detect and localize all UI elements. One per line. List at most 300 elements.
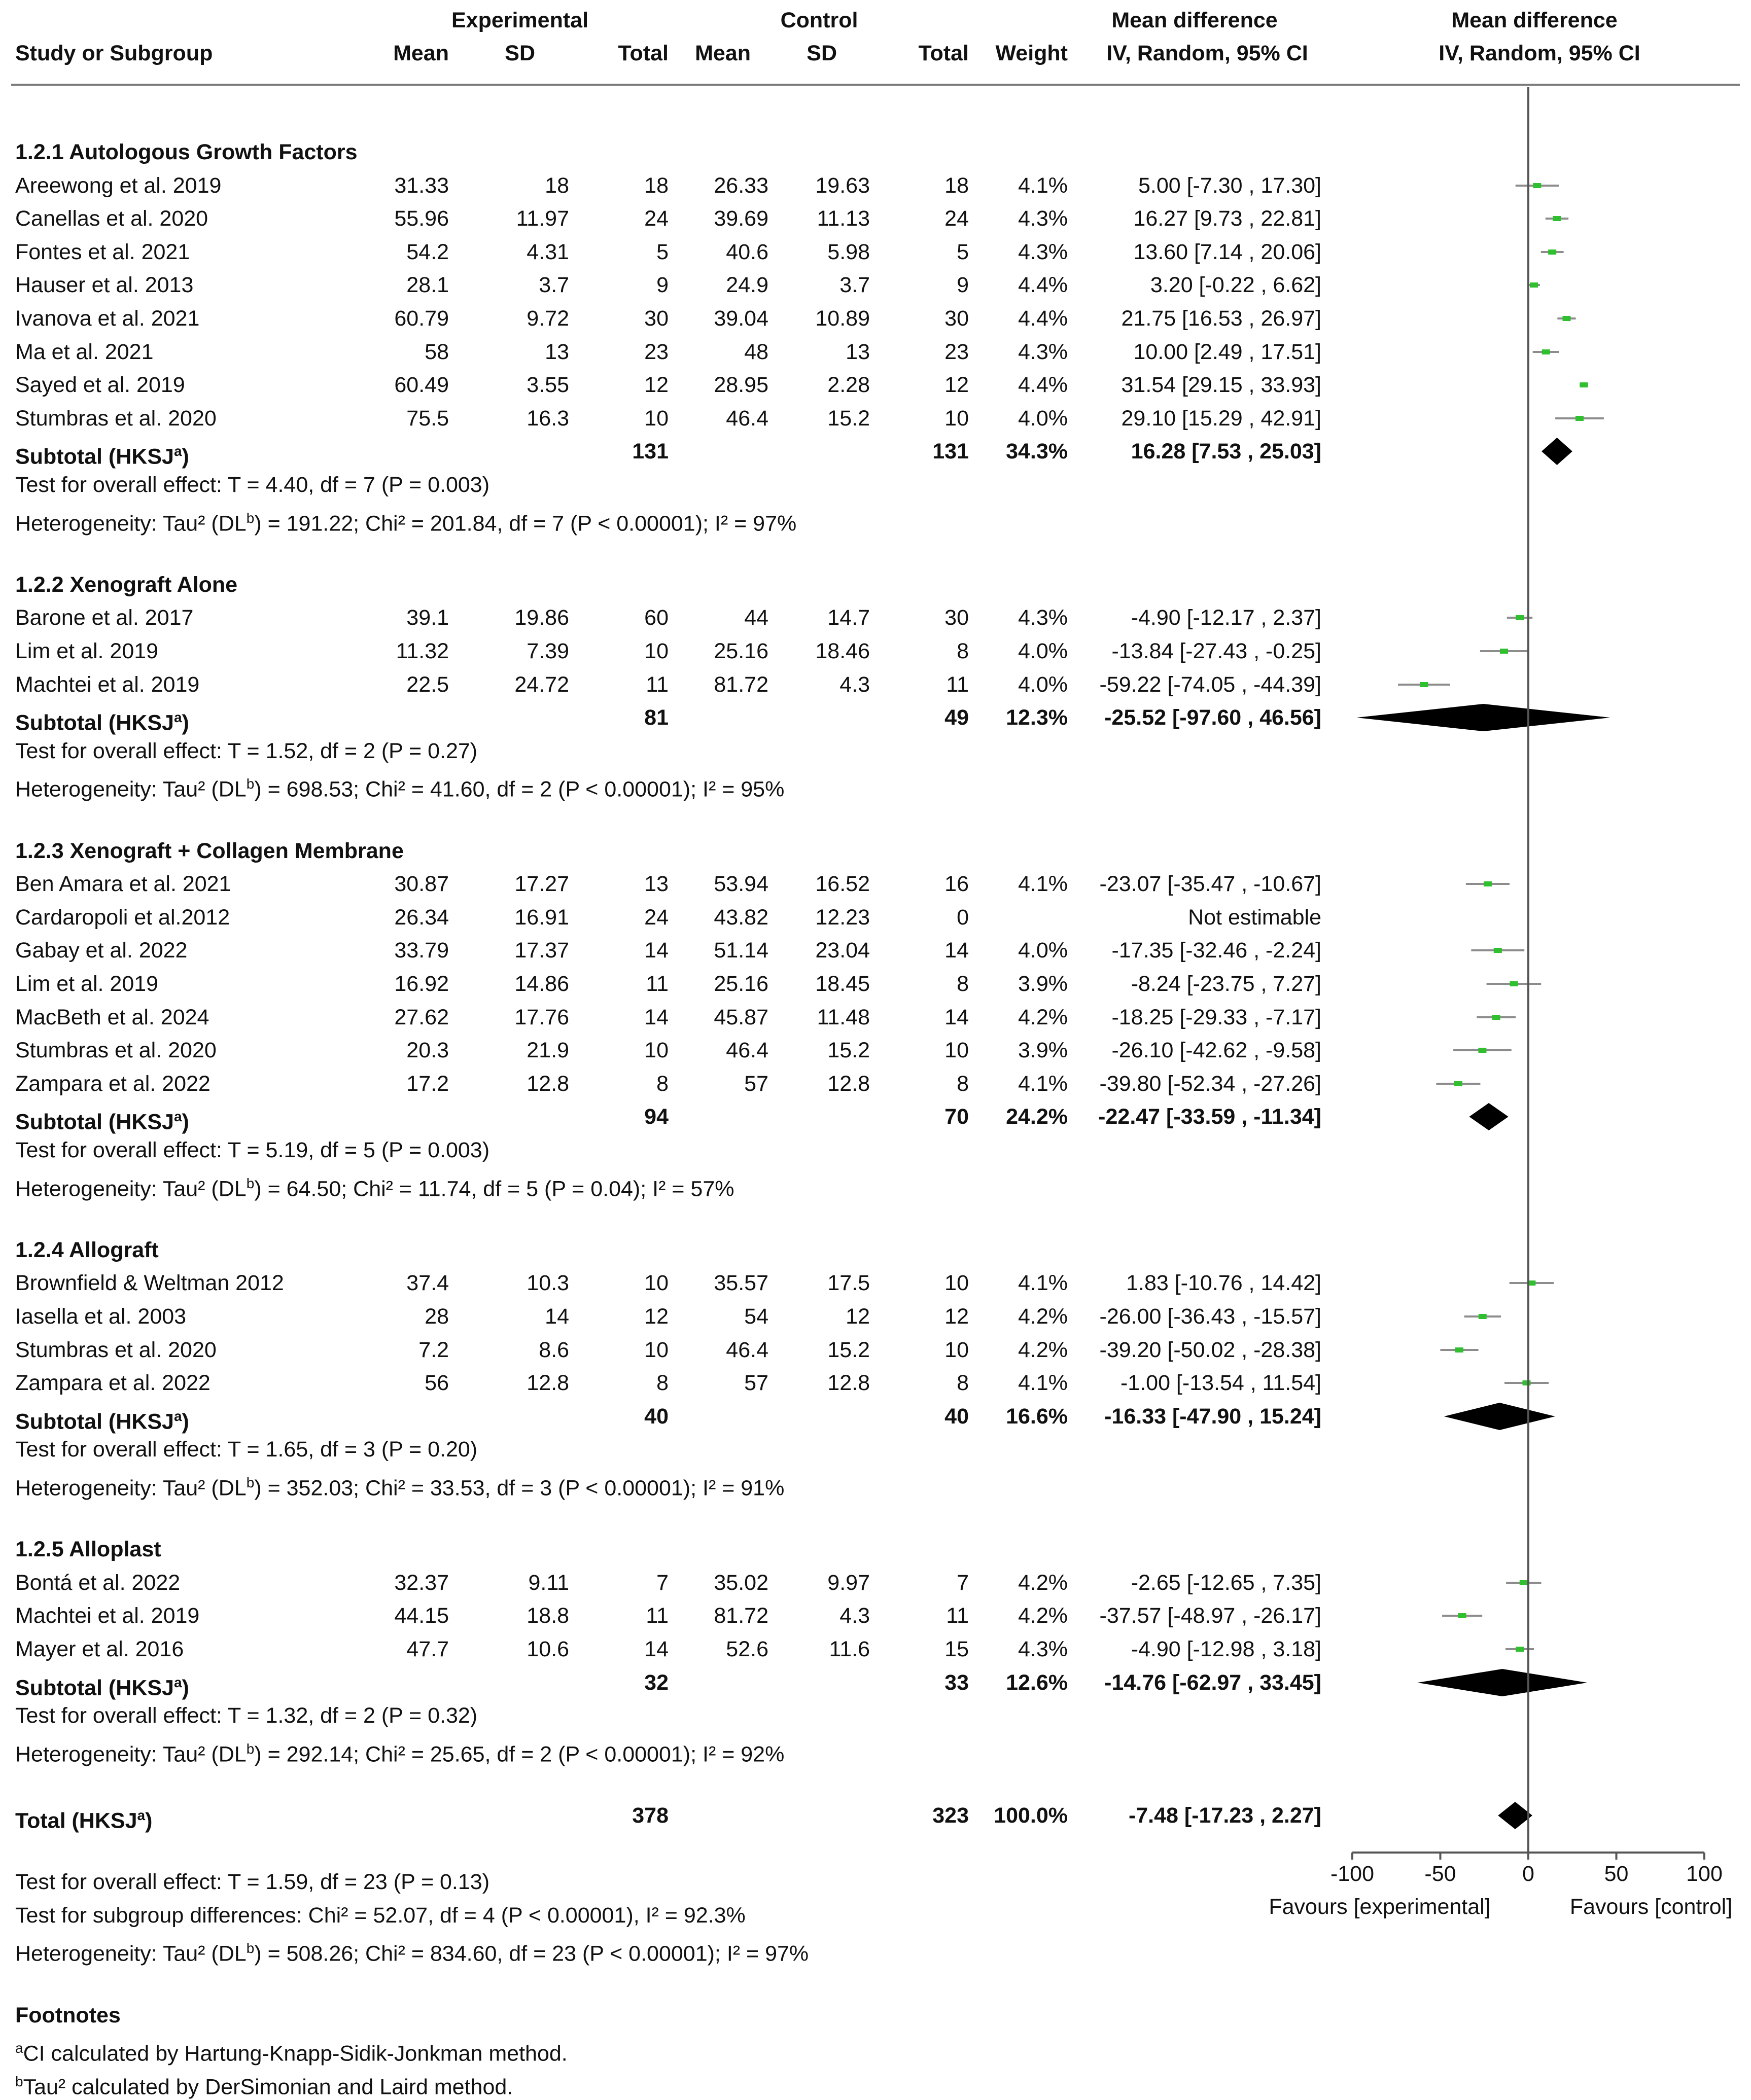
- study-exp-mean: 27.62: [0, 1004, 449, 1030]
- study-exp-mean: 20.3: [0, 1037, 449, 1063]
- overall-effect-test: Test for overall effect: T = 1.52, df = 2 (P = 0.27): [15, 738, 477, 764]
- study-exp-mean: 16.92: [0, 971, 449, 997]
- study-exp-mean: 37.4: [0, 1270, 449, 1296]
- study-exp-sd: 3.7: [113, 272, 569, 298]
- subgroup-title: 1.2.1 Autologous Growth Factors: [15, 139, 358, 165]
- study-ci: -59.22 [-74.05 , -44.39]: [865, 671, 1321, 698]
- study-weight: 4.2%: [611, 1303, 1068, 1330]
- study-ci: -18.25 [-29.33 , -7.17]: [865, 1004, 1321, 1030]
- study-ctl-total: 30: [512, 305, 969, 332]
- study-point: [1479, 1314, 1487, 1319]
- study-ctl-total: 16: [512, 871, 969, 897]
- study-name: Machtei et al. 2019: [15, 1603, 199, 1629]
- study-ctl-sd: 23.04: [413, 937, 870, 964]
- study-weight: 4.3%: [611, 205, 1068, 232]
- study-ctl-total: 11: [512, 1603, 969, 1629]
- subtotal-label: Subtotal (HKSJ$^a$): [15, 1403, 189, 1435]
- study-name: Cardaropoli et al.2012: [15, 904, 230, 931]
- overall-effect-test: Test for overall effect: T = 5.19, df = 5 (P = 0.003): [15, 1137, 489, 1163]
- study-ctl-total: 9: [512, 272, 969, 298]
- subtotal-ci: -14.76 [-62.97 , 33.45]: [865, 1669, 1321, 1696]
- study-ci: Not estimable: [865, 904, 1321, 931]
- study-ctl-sd: 11.13: [413, 205, 870, 232]
- study-weight: 4.3%: [611, 239, 1068, 265]
- study-name: Brownfield & Weltman 2012: [15, 1270, 284, 1296]
- study-weight: 4.3%: [611, 604, 1068, 631]
- study-exp-mean: 17.2: [0, 1071, 449, 1097]
- study-exp-sd: 10.3: [113, 1270, 569, 1296]
- study-exp-sd: 8.6: [113, 1337, 569, 1363]
- study-ctl-total: 11: [512, 671, 969, 698]
- subtotal-exp-total: 81: [212, 704, 669, 731]
- study-ctl-total: 24: [512, 205, 969, 232]
- header-e-total: Total: [212, 40, 669, 66]
- study-name: Sayed et al. 2019: [15, 372, 185, 398]
- subtotal-label: Subtotal (HKSJ$^a$): [15, 438, 189, 470]
- study-ctl-mean: 40.6: [312, 239, 768, 265]
- header-e-mean: Mean: [0, 40, 449, 66]
- study-exp-sd: 4.31: [113, 239, 569, 265]
- total-label: Total (HKSJ$^a$): [15, 1802, 152, 1834]
- study-exp-total: 60: [212, 604, 669, 631]
- study-weight: 4.0%: [611, 671, 1068, 698]
- study-ctl-total: 18: [512, 172, 969, 199]
- study-ctl-total: 14: [512, 1004, 969, 1030]
- subgroup-title: 1.2.4 Allograft: [15, 1237, 159, 1263]
- subtotal-ci: 16.28 [7.53 , 25.03]: [865, 438, 1321, 465]
- subtotal-ci: -22.47 [-33.59 , -11.34]: [865, 1104, 1321, 1130]
- header-c-mean: Mean: [294, 40, 751, 66]
- subtotal-ctl-total: 70: [512, 1104, 969, 1130]
- study-ctl-mean: 81.72: [312, 1603, 768, 1629]
- study-exp-sd: 16.3: [113, 405, 569, 432]
- study-ci: -8.24 [-23.75 , 7.27]: [865, 971, 1321, 997]
- study-point: [1523, 1380, 1531, 1385]
- study-exp-sd: 14: [113, 1303, 569, 1330]
- total-diamond: [1498, 1802, 1532, 1829]
- study-ci: 10.00 [2.49 , 17.51]: [865, 339, 1321, 365]
- header-md-plot: Mean difference: [1306, 7, 1751, 33]
- study-ctl-total: 10: [512, 405, 969, 432]
- study-ctl-mean: 35.02: [312, 1570, 768, 1596]
- study-exp-mean: 60.49: [0, 372, 449, 398]
- study-ctl-sd: 15.2: [413, 1037, 870, 1063]
- subtotal-diamond: [1469, 1103, 1508, 1130]
- study-weight: 4.1%: [611, 1270, 1068, 1296]
- header-md-table: Mean difference: [966, 7, 1423, 33]
- study-ctl-mean: 44: [312, 604, 768, 631]
- study-point: [1492, 1015, 1500, 1020]
- study-exp-total: 10: [212, 1270, 669, 1296]
- study-name: Iasella et al. 2003: [15, 1303, 186, 1330]
- study-name: Ma et al. 2021: [15, 339, 154, 365]
- study-point: [1420, 682, 1428, 687]
- study-ctl-mean: 48: [312, 339, 768, 365]
- study-weight: 4.3%: [611, 1636, 1068, 1662]
- subtotal-ci: -16.33 [-47.90 , 15.24]: [865, 1403, 1321, 1430]
- study-exp-sd: 18.8: [113, 1603, 569, 1629]
- subtotal-weight: 24.2%: [611, 1104, 1068, 1130]
- study-ctl-total: 0: [512, 904, 969, 931]
- favours-control-label: Favours [control]: [1423, 1894, 1751, 1920]
- subtotal-weight: 12.6%: [611, 1669, 1068, 1696]
- subtotal-exp-total: 32: [212, 1669, 669, 1696]
- study-name: Fontes et al. 2021: [15, 239, 190, 265]
- study-ctl-sd: 10.89: [413, 305, 870, 332]
- study-ctl-sd: 16.52: [413, 871, 870, 897]
- study-ctl-mean: 35.57: [312, 1270, 768, 1296]
- study-exp-sd: 19.86: [113, 604, 569, 631]
- study-exp-total: 9: [212, 272, 669, 298]
- header-method: IV, Random, 95% CI: [979, 40, 1435, 66]
- study-weight: 4.4%: [611, 372, 1068, 398]
- study-point: [1516, 1647, 1524, 1652]
- x-axis-tick-label: 50: [1388, 1861, 1751, 1887]
- study-exp-total: 10: [212, 405, 669, 432]
- header-control: Control: [591, 7, 1047, 33]
- header-study: Study or Subgroup: [15, 40, 213, 66]
- study-exp-sd: 14.86: [113, 971, 569, 997]
- subtotal-exp-total: 131: [212, 438, 669, 465]
- study-point: [1500, 649, 1508, 654]
- study-ctl-sd: 3.7: [413, 272, 870, 298]
- study-exp-total: 10: [212, 1037, 669, 1063]
- study-exp-mean: 26.34: [0, 904, 449, 931]
- study-exp-total: 10: [212, 638, 669, 664]
- x-axis-tick-label: -100: [1124, 1861, 1581, 1887]
- study-exp-total: 5: [212, 239, 669, 265]
- study-exp-total: 14: [212, 1004, 669, 1030]
- study-ci: -26.10 [-42.62 , -9.58]: [865, 1037, 1321, 1063]
- heterogeneity: Heterogeneity: Tau² $(DL^b) = 191.22$; Chi² = 201.84, df = 7 (P < 0.00001); I² = 97%: [15, 505, 796, 537]
- study-exp-total: 30: [212, 305, 669, 332]
- header-e-sd: SD: [79, 40, 535, 66]
- study-ctl-total: 10: [512, 1270, 969, 1296]
- study-ctl-sd: 2.28: [413, 372, 870, 398]
- study-exp-sd: 9.72: [113, 305, 569, 332]
- study-ctl-sd: 4.3: [413, 671, 870, 698]
- study-weight: 4.1%: [611, 172, 1068, 199]
- study-ctl-sd: 12: [413, 1303, 870, 1330]
- study-exp-sd: 16.91: [113, 904, 569, 931]
- study-exp-total: 14: [212, 937, 669, 964]
- header-rule: [11, 84, 1740, 86]
- overall-effect-test: Test for overall effect: T = 1.32, df = 2 (P = 0.32): [15, 1702, 477, 1729]
- study-exp-total: 8: [212, 1370, 669, 1396]
- subtotal-diamond: [1417, 1669, 1587, 1696]
- study-point: [1510, 981, 1518, 986]
- overall-effect-test: Test for overall effect: T = 4.40, df = 7 (P = 0.003): [15, 472, 489, 498]
- study-point: [1458, 1613, 1466, 1618]
- study-ctl-sd: 12.23: [413, 904, 870, 931]
- study-ci: 1.83 [-10.76 , 14.42]: [865, 1270, 1321, 1296]
- subtotal-exp-total: 40: [212, 1403, 669, 1430]
- heterogeneity: Heterogeneity: Tau² $(DL^b) = 352.03$; Chi² = 33.53, df = 3 (P < 0.00001); I² = 91%: [15, 1470, 784, 1501]
- subgroup-title: 1.2.3 Xenograft + Collagen Membrane: [15, 838, 404, 864]
- study-exp-sd: 17.27: [113, 871, 569, 897]
- study-ctl-sd: 9.97: [413, 1570, 870, 1596]
- study-exp-total: 12: [212, 1303, 669, 1330]
- subtotal-diamond: [1542, 438, 1572, 465]
- total-weight: 100.0%: [611, 1802, 1068, 1829]
- study-ctl-mean: 46.4: [312, 1337, 768, 1363]
- study-ctl-sd: 5.98: [413, 239, 870, 265]
- study-point: [1530, 282, 1538, 288]
- study-exp-sd: 17.37: [113, 937, 569, 964]
- study-ci: -1.00 [-13.54 , 11.54]: [865, 1370, 1321, 1396]
- study-point: [1478, 1048, 1486, 1053]
- study-point: [1533, 183, 1541, 188]
- study-exp-sd: 11.97: [113, 205, 569, 232]
- overall-test: Test for overall effect: T = 1.59, df = 23 (P = 0.13): [15, 1869, 489, 1895]
- study-ctl-total: 7: [512, 1570, 969, 1596]
- study-exp-mean: 33.79: [0, 937, 449, 964]
- study-point: [1520, 1580, 1528, 1585]
- study-ci: -37.57 [-48.97 , -26.17]: [865, 1603, 1321, 1629]
- study-ctl-sd: 18.46: [413, 638, 870, 664]
- study-ctl-total: 12: [512, 372, 969, 398]
- study-ctl-total: 14: [512, 937, 969, 964]
- study-name: Zampara et al. 2022: [15, 1071, 211, 1097]
- subgroup-title: 1.2.2 Xenograft Alone: [15, 572, 237, 598]
- study-exp-mean: 30.87: [0, 871, 449, 897]
- study-name: Stumbras et al. 2020: [15, 1337, 217, 1363]
- study-ci: -4.90 [-12.98 , 3.18]: [865, 1636, 1321, 1662]
- study-exp-total: 13: [212, 871, 669, 897]
- study-exp-mean: 11.32: [0, 638, 449, 664]
- subtotal-diamond: [1356, 704, 1610, 731]
- study-ctl-sd: 15.2: [413, 405, 870, 432]
- study-ci: -2.65 [-12.65 , 7.35]: [865, 1570, 1321, 1596]
- study-ci: -23.07 [-35.47 , -10.67]: [865, 871, 1321, 897]
- study-ctl-total: 10: [512, 1037, 969, 1063]
- study-weight: 4.3%: [611, 339, 1068, 365]
- subgroup-title: 1.2.5 Alloplast: [15, 1536, 161, 1562]
- heterogeneity: Heterogeneity: Tau² $(DL^b) = 64.50$; Chi² = 11.74, df = 5 (P = 0.04); I² = 57%: [15, 1170, 734, 1202]
- heterogeneity: Heterogeneity: Tau² $(DL^b) = 292.14$; Chi² = 25.65, df = 2 (P < 0.00001); I² = 92%: [15, 1736, 784, 1767]
- study-point: [1580, 382, 1588, 387]
- study-name: Lim et al. 2019: [15, 638, 158, 664]
- study-ctl-mean: 24.9: [312, 272, 768, 298]
- subtotal-weight: 16.6%: [611, 1403, 1068, 1430]
- study-exp-mean: 31.33: [0, 172, 449, 199]
- favours-experimental-label: Favours [experimental]: [1151, 1894, 1608, 1920]
- study-ctl-sd: 17.5: [413, 1270, 870, 1296]
- study-weight: 4.2%: [611, 1337, 1068, 1363]
- subtotal-ctl-total: 49: [512, 704, 969, 731]
- study-exp-mean: 75.5: [0, 405, 449, 432]
- study-exp-sd: 17.76: [113, 1004, 569, 1030]
- study-point: [1516, 615, 1524, 620]
- study-weight: 4.4%: [611, 305, 1068, 332]
- study-exp-total: 8: [212, 1071, 669, 1097]
- overall-effect-test: Test for overall effect: T = 1.65, df = 3 (P = 0.20): [15, 1436, 477, 1463]
- study-ctl-mean: 25.16: [312, 638, 768, 664]
- study-ci: 3.20 [-0.22 , 6.62]: [865, 272, 1321, 298]
- study-point: [1455, 1347, 1463, 1352]
- study-ctl-sd: 11.6: [413, 1636, 870, 1662]
- study-ctl-mean: 57: [312, 1071, 768, 1097]
- study-ci: -39.20 [-50.02 , -28.38]: [865, 1337, 1321, 1363]
- study-point: [1553, 216, 1561, 221]
- study-ci: -17.35 [-32.46 , -2.24]: [865, 937, 1321, 964]
- study-exp-sd: 13: [113, 339, 569, 365]
- study-point: [1562, 316, 1570, 321]
- study-ctl-sd: 15.2: [413, 1337, 870, 1363]
- study-weight: 4.1%: [611, 1370, 1068, 1396]
- study-point: [1494, 948, 1502, 953]
- study-ctl-total: 12: [512, 1303, 969, 1330]
- study-weight: 3.9%: [611, 971, 1068, 997]
- study-weight: 4.0%: [611, 638, 1068, 664]
- study-ctl-total: 15: [512, 1636, 969, 1662]
- study-ctl-total: 8: [512, 1071, 969, 1097]
- study-weight: 4.1%: [611, 1071, 1068, 1097]
- study-exp-mean: 44.15: [0, 1603, 449, 1629]
- study-exp-total: 11: [212, 671, 669, 698]
- study-name: Machtei et al. 2019: [15, 671, 199, 698]
- study-exp-sd: 21.9: [113, 1037, 569, 1063]
- study-ctl-total: 8: [512, 638, 969, 664]
- study-ctl-mean: 26.33: [312, 172, 768, 199]
- study-name: Hauser et al. 2013: [15, 272, 193, 298]
- study-exp-sd: 12.8: [113, 1071, 569, 1097]
- study-exp-sd: 12.8: [113, 1370, 569, 1396]
- footnotes-title: Footnotes: [15, 2002, 121, 2028]
- study-point: [1484, 881, 1492, 886]
- heterogeneity: Heterogeneity: Tau² $(DL^b) = 698.53$; Chi² = 41.60, df = 2 (P < 0.00001); I² = 95%: [15, 771, 784, 802]
- study-exp-total: 12: [212, 372, 669, 398]
- study-ci: -26.00 [-36.43 , -15.57]: [865, 1303, 1321, 1330]
- study-weight: 3.9%: [611, 1037, 1068, 1063]
- study-ctl-total: 10: [512, 1337, 969, 1363]
- study-ctl-sd: 12.8: [413, 1370, 870, 1396]
- x-axis-tick-label: 0: [1300, 1861, 1751, 1887]
- study-name: Stumbras et al. 2020: [15, 1037, 217, 1063]
- header-method-plot: IV, Random, 95% CI: [1311, 40, 1751, 66]
- study-exp-mean: 39.1: [0, 604, 449, 631]
- study-ctl-sd: 14.7: [413, 604, 870, 631]
- study-exp-total: 23: [212, 339, 669, 365]
- footnote-b: $^b$Tau² calculated by DerSimonian and Laird method.: [15, 2069, 513, 2100]
- study-ctl-total: 8: [512, 971, 969, 997]
- study-ctl-mean: 52.6: [312, 1636, 768, 1662]
- subtotal-label: Subtotal (HKSJ$^a$): [15, 1669, 189, 1701]
- study-point: [1454, 1081, 1462, 1086]
- study-weight: 4.0%: [611, 405, 1068, 432]
- study-ctl-mean: 54: [312, 1303, 768, 1330]
- header-weight: Weight: [611, 40, 1068, 66]
- study-exp-total: 24: [212, 205, 669, 232]
- study-exp-total: 10: [212, 1337, 669, 1363]
- study-name: Ivanova et al. 2021: [15, 305, 199, 332]
- study-ci: -4.90 [-12.17 , 2.37]: [865, 604, 1321, 631]
- total-exp-total: 378: [212, 1802, 669, 1829]
- study-exp-mean: 7.2: [0, 1337, 449, 1363]
- total-ci: -7.48 [-17.23 , 2.27]: [865, 1802, 1321, 1829]
- subtotal-label: Subtotal (HKSJ$^a$): [15, 1104, 189, 1135]
- study-exp-sd: 7.39: [113, 638, 569, 664]
- x-axis-tick-label: 100: [1476, 1861, 1751, 1887]
- study-name: Canellas et al. 2020: [15, 205, 208, 232]
- study-ctl-sd: 19.63: [413, 172, 870, 199]
- header-c-total: Total: [512, 40, 969, 66]
- study-exp-mean: 58: [0, 339, 449, 365]
- study-weight: 4.0%: [611, 937, 1068, 964]
- study-ci: 29.10 [15.29 , 42.91]: [865, 405, 1321, 432]
- study-ctl-sd: 12.8: [413, 1071, 870, 1097]
- study-ctl-mean: 25.16: [312, 971, 768, 997]
- header-c-sd: SD: [380, 40, 837, 66]
- study-exp-mean: 28.1: [0, 272, 449, 298]
- subgroup-differences: Test for subgroup differences: Chi² = 52.07, df = 4 (P < 0.00001), I² = 92.3%: [15, 1902, 746, 1929]
- study-exp-mean: 32.37: [0, 1570, 449, 1596]
- study-exp-mean: 55.96: [0, 205, 449, 232]
- study-point: [1542, 349, 1550, 354]
- study-exp-mean: 60.79: [0, 305, 449, 332]
- study-ctl-total: 5: [512, 239, 969, 265]
- study-ctl-mean: 53.94: [312, 871, 768, 897]
- study-weight: 4.4%: [611, 272, 1068, 298]
- study-exp-sd: 9.11: [113, 1570, 569, 1596]
- study-ctl-mean: 39.04: [312, 305, 768, 332]
- study-exp-sd: 24.72: [113, 671, 569, 698]
- header-experimental: Experimental: [292, 7, 748, 33]
- study-ci: 21.75 [16.53 , 26.97]: [865, 305, 1321, 332]
- subtotal-weight: 34.3%: [611, 438, 1068, 465]
- study-name: Bontá et al. 2022: [15, 1570, 180, 1596]
- study-exp-mean: 47.7: [0, 1636, 449, 1662]
- study-ctl-mean: 43.82: [312, 904, 768, 931]
- study-point: [1575, 416, 1584, 421]
- study-ctl-mean: 46.4: [312, 405, 768, 432]
- study-ctl-mean: 46.4: [312, 1037, 768, 1063]
- study-exp-total: 18: [212, 172, 669, 199]
- study-ctl-mean: 81.72: [312, 671, 768, 698]
- study-name: Lim et al. 2019: [15, 971, 158, 997]
- study-ci: 31.54 [29.15 , 33.93]: [865, 372, 1321, 398]
- study-ctl-total: 23: [512, 339, 969, 365]
- study-name: Barone et al. 2017: [15, 604, 193, 631]
- study-exp-total: 11: [212, 1603, 669, 1629]
- study-weight: 4.2%: [611, 1603, 1068, 1629]
- study-exp-mean: 28: [0, 1303, 449, 1330]
- study-ctl-sd: 13: [413, 339, 870, 365]
- subtotal-ci: -25.52 [-97.60 , 46.56]: [865, 704, 1321, 731]
- study-ci: -13.84 [-27.43 , -0.25]: [865, 638, 1321, 664]
- study-point: [1548, 250, 1556, 255]
- x-axis-tick-label: -50: [1212, 1861, 1669, 1887]
- study-weight: 4.2%: [611, 1570, 1068, 1596]
- subtotal-ctl-total: 40: [512, 1403, 969, 1430]
- study-exp-total: 7: [212, 1570, 669, 1596]
- study-name: Zampara et al. 2022: [15, 1370, 211, 1396]
- study-ctl-mean: 39.69: [312, 205, 768, 232]
- subtotal-ctl-total: 33: [512, 1669, 969, 1696]
- subtotal-exp-total: 94: [212, 1104, 669, 1130]
- study-ctl-sd: 18.45: [413, 971, 870, 997]
- study-exp-total: 11: [212, 971, 669, 997]
- study-name: Ben Amara et al. 2021: [15, 871, 231, 897]
- study-exp-sd: 10.6: [113, 1636, 569, 1662]
- study-exp-mean: 54.2: [0, 239, 449, 265]
- study-name: Gabay et al. 2022: [15, 937, 187, 964]
- study-weight: 4.2%: [611, 1004, 1068, 1030]
- study-ctl-mean: 51.14: [312, 937, 768, 964]
- study-exp-sd: 18: [113, 172, 569, 199]
- overall-heterogeneity: Heterogeneity: Tau² $(DL^b) = 508.26$; Chi² = 834.60, df = 23 (P < 0.00001); I² = 97%: [15, 1935, 809, 1967]
- study-exp-sd: 3.55: [113, 372, 569, 398]
